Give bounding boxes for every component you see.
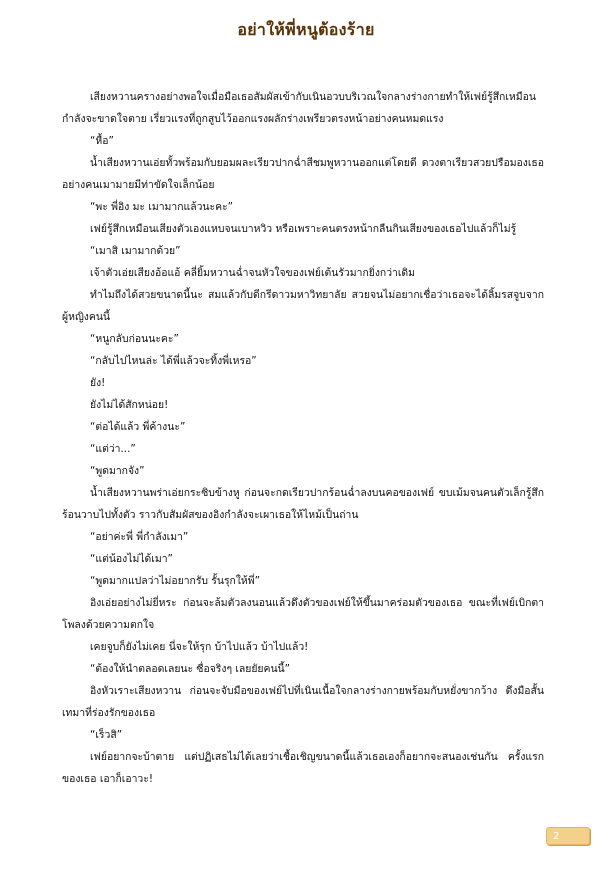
paragraph: น้ำเสียงหวานเอ่ยทั้วพร้อมกับยอมผละเรียวปากฉ่ำสีชมพูหวานออกแต่โดยดี ดวงตาเรียวสวยปรือมองเธออย่างคนเมามายมีท่าขัดใจเล็กน้อย — [62, 157, 544, 191]
paragraph: ยัง! — [90, 377, 106, 389]
paragraph: “เมาสิ เมามากด้วย” — [90, 245, 181, 257]
paragraph: “พูดมากจัง” — [90, 465, 145, 477]
paragraph: ทำไมถึงได้สวยขนาดนี้นะ สมแล้วกับดีกรีดาวมหาวิทยาลัย สวยจนไม่อยากเชื่อว่าเธอจะได้ลิ้มรสจูบจากผู้หญิงคนนี้ — [62, 289, 544, 323]
paragraph: ยังไม่ได้สักหน่อย! — [90, 399, 169, 411]
paragraph: “ต้องให้นำตลอดเลยนะ ซื่อจริงๆ เลยยัยคนนี้” — [90, 663, 291, 675]
paragraph: “หนูกลับก่อนนะคะ” — [90, 333, 179, 345]
paragraph: “แต่ว่า...” — [90, 443, 136, 455]
paragraph: เจ้าตัวเอ่ยเสียงอ้อแอ้ คลี่ยิ้มหวานฉ่ำจนหัวใจของเฟย์เต้นรัวมากยิ่งกว่าเดิม — [90, 267, 416, 279]
paragraph: เฟย์อยากจะบ้าตาย แต่ปฏิเสธไม่ได้เลยว่าเชื้อเชิญขนาดนี้แล้วเธอเองก็อยากจะสนองเช่นกัน ครั้งแรกของเธอ เอาก็เอาวะ! — [62, 751, 544, 785]
page-title: อย่าให้พี่หนูต้องร้าย — [237, 20, 375, 39]
document-body — [62, 86, 544, 790]
paragraph: อิงเอ่ยอย่างไม่ยี่หระ ก่อนจะล้มตัวลงนอนแล้วดึงตัวของเฟย์ให้ขึ้นมาคร่อมตัวของเธอ ขณะที่เฟย์เบิกตาโพลงด้วยความตกใจ — [62, 597, 544, 631]
paragraph: “แต่น้องไม่ได้เมา” — [90, 553, 173, 565]
paragraph: อิงหัวเราะเสียงหวาน ก่อนจะจับมือของเฟย์ไปที่เนินเนื้อใจกลางร่างกายพร้อมกับหยั่งขากว้าง ดึงมือสั้นเทมาที่ร่องรักของเธอ — [62, 685, 544, 719]
page-number-badge: 2 — [546, 827, 590, 845]
paragraph: “กลับไปไหนล่ะ ได้พี่แล้วจะทิ้งพี่เหรอ” — [90, 355, 257, 367]
paragraph: “เร็วสิ” — [90, 729, 123, 741]
paragraph: เฟย์รู้สึกเหมือนเสียงตัวเองแหบจนเบาหวิว หรือเพราะคนตรงหน้ากลืนกินเสียงของเธอไปแล้วก็ไม่รู้ — [90, 223, 517, 235]
paragraph: “หื้อ” — [90, 135, 114, 147]
paragraph: “อย่าค่ะพี่ พี่กำลังเมา” — [90, 531, 189, 543]
paragraph: น้ำเสียงหวานพร่าเอ่ยกระซิบข้างหู ก่อนจะกดเรียวปากร้อนฉ่ำลงบนคอของเฟย์ ขบเม้มจนคนตัวเล็กรู้สึกร้อนวาบไปทั้งตัว ราวกับสัมผัสของอิงกำลังจะเผาเธอให้ไหม้เป็นถ่าน — [62, 487, 544, 521]
paragraph: “ต่อได้แล้ว พี่ค้างนะ” — [90, 421, 186, 433]
paragraph: “พะ พี่อิง มะ เมามากแล้วนะคะ” — [90, 201, 234, 213]
paragraph: เสียงหวานครางอย่างพอใจเมื่อมือเธอสัมผัสเข้ากับเนินอวบบริเวณใจกลางร่างกายทำให้เฟย์รู้สึกเหมือนกำลังจะขาดใจตาย เรี่ยวแรงที่ถูกสูบไว้ออกแรงผลักร่างเพรียวตรงหน้าอย่างคนหมดแรง — [62, 91, 536, 125]
paragraph: “พูดมากแปลว่าไม่อยากรับ รั้นรุกให้พี่” — [90, 575, 261, 587]
paragraph: เคยจูบก็ยังไม่เคย นี่จะให้รุก บ้าไปแล้ว บ้าไปแล้ว! — [90, 641, 309, 653]
